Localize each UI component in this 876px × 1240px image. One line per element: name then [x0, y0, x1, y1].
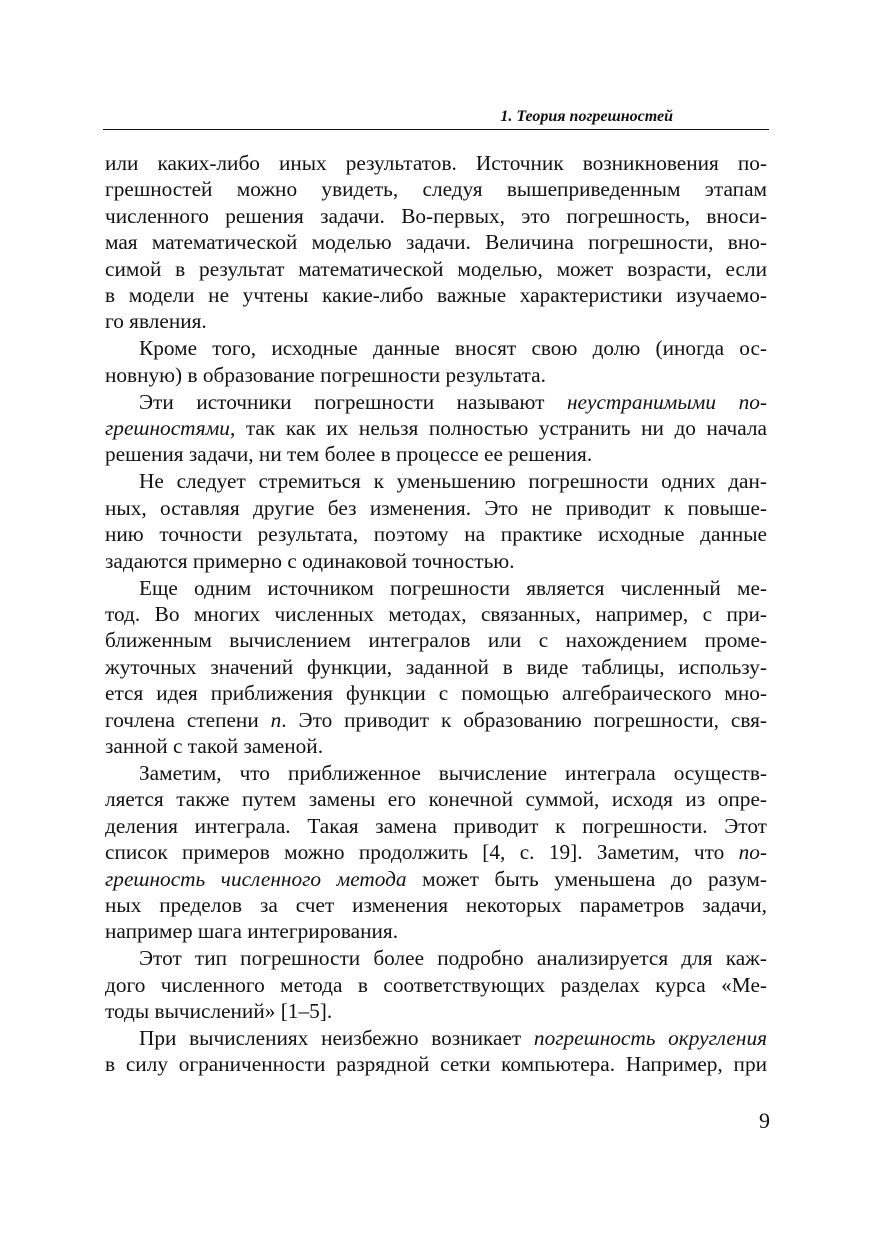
paragraph-8 — [105, 1025, 767, 1078]
text-line: ближенным вычислением интегралов или с нахождением проме- — [105, 628, 767, 653]
text-line: Заметим, что приближенное вычисление интеграла осуществ- — [139, 760, 767, 785]
page-number: 9 — [759, 1108, 770, 1133]
paragraph-3 — [105, 389, 767, 468]
text-line: При вычислениях неизбежно возникает погрешность округления — [139, 1026, 767, 1051]
italic-term: грешность численного метода — [105, 866, 407, 891]
text-line: ных пределов за счет изменения некоторых параметров задачи, — [105, 892, 767, 917]
text-line: грешностей можно увидеть, следуя вышеприведенным этапам — [105, 177, 767, 202]
running-head-title: 1. Теория погрешностей — [500, 108, 673, 125]
text-line: го явления. — [105, 309, 207, 334]
text-line: жуточных значений функции, заданной в виде таблицы, использу- — [105, 654, 767, 679]
paragraph-5 — [105, 575, 767, 760]
text-line: список примеров можно продолжить [4, с. 19]. Заметим, что по- — [105, 840, 767, 865]
text-line: грешность численного метода может быть уменьшена до разум- — [105, 866, 767, 891]
italic-term: по- — [738, 840, 767, 865]
italic-term: грешностями — [105, 416, 230, 441]
text-line: грешностями, так как их нельзя полностью устранить ни до начала — [105, 416, 767, 441]
paragraph-6 — [105, 760, 767, 945]
text-line: Этот тип погрешности более подробно анализируется для каж- — [139, 946, 767, 971]
paragraph-4 — [105, 468, 767, 574]
italic-term: погрешность округления — [533, 1026, 767, 1051]
text-line: нию точности результата, поэтому на практике исходные данные — [105, 522, 767, 547]
text-line: гочлена степени n. Это приводит к образованию погрешности, свя- — [105, 707, 767, 732]
text-line: в модели не учтены какие-либо важные характеристики изучаемо- — [105, 282, 767, 307]
header-rule — [103, 129, 769, 130]
text-line: например шага интегрирования. — [105, 919, 399, 944]
text-line: занной с такой заменой. — [105, 733, 324, 758]
paragraph-1 — [105, 150, 767, 335]
text-line: мая математической моделью задачи. Величина погрешности, вно- — [105, 230, 767, 255]
text-line: численного решения задачи. Во-первых, это погрешность, вноси- — [105, 203, 767, 228]
italic-variable: n — [270, 707, 282, 732]
text-line: тоды вычислений» [1–5]. — [105, 999, 333, 1024]
text-line: ляется также путем замены его конечной суммой, исходя из опре- — [105, 787, 767, 812]
text-line: Кроме того, исходные данные вносят свою долю (иногда ос- — [139, 336, 767, 361]
page-body — [105, 150, 767, 1078]
text-line: дого численного метода в соответствующих разделах курса «Ме- — [105, 972, 767, 997]
text-line: или каких-либо иных результатов. Источник возникновения по- — [105, 151, 767, 175]
paragraph-7 — [105, 945, 767, 1024]
text-line: ется идея приближения функции с помощью алгебраического мно- — [105, 681, 767, 706]
text-line: новную) в образование погрешности результата. — [105, 362, 546, 387]
text-line: тод. Во многих численных методах, связанных, например, с при- — [105, 602, 767, 627]
running-head — [103, 107, 769, 127]
italic-term: неустранимыми по- — [566, 389, 768, 414]
text-line: симой в результат математической моделью, может возрасти, если — [105, 256, 767, 281]
text-line: в силу ограниченности разрядной сетки компьютера. Например, при — [105, 1052, 767, 1077]
text-line: Эти источники погрешности называют неустранимыми по- — [139, 389, 768, 414]
text-line: Еще одним источником погрешности является численный ме- — [139, 575, 767, 600]
text-line: задаются примерно с одинаковой точностью. — [105, 548, 515, 573]
text-line: деления интеграла. Такая замена приводит к погрешности. Этот — [105, 813, 767, 838]
text-line: решения задачи, ни тем более в процессе ее решения. — [105, 442, 593, 467]
text-line: ных, оставляя другие без изменения. Это не приводит к повыше- — [105, 495, 767, 520]
paragraph-2 — [105, 335, 767, 388]
text-line: Не следует стремиться к уменьшению погрешности одних дан- — [139, 469, 767, 494]
